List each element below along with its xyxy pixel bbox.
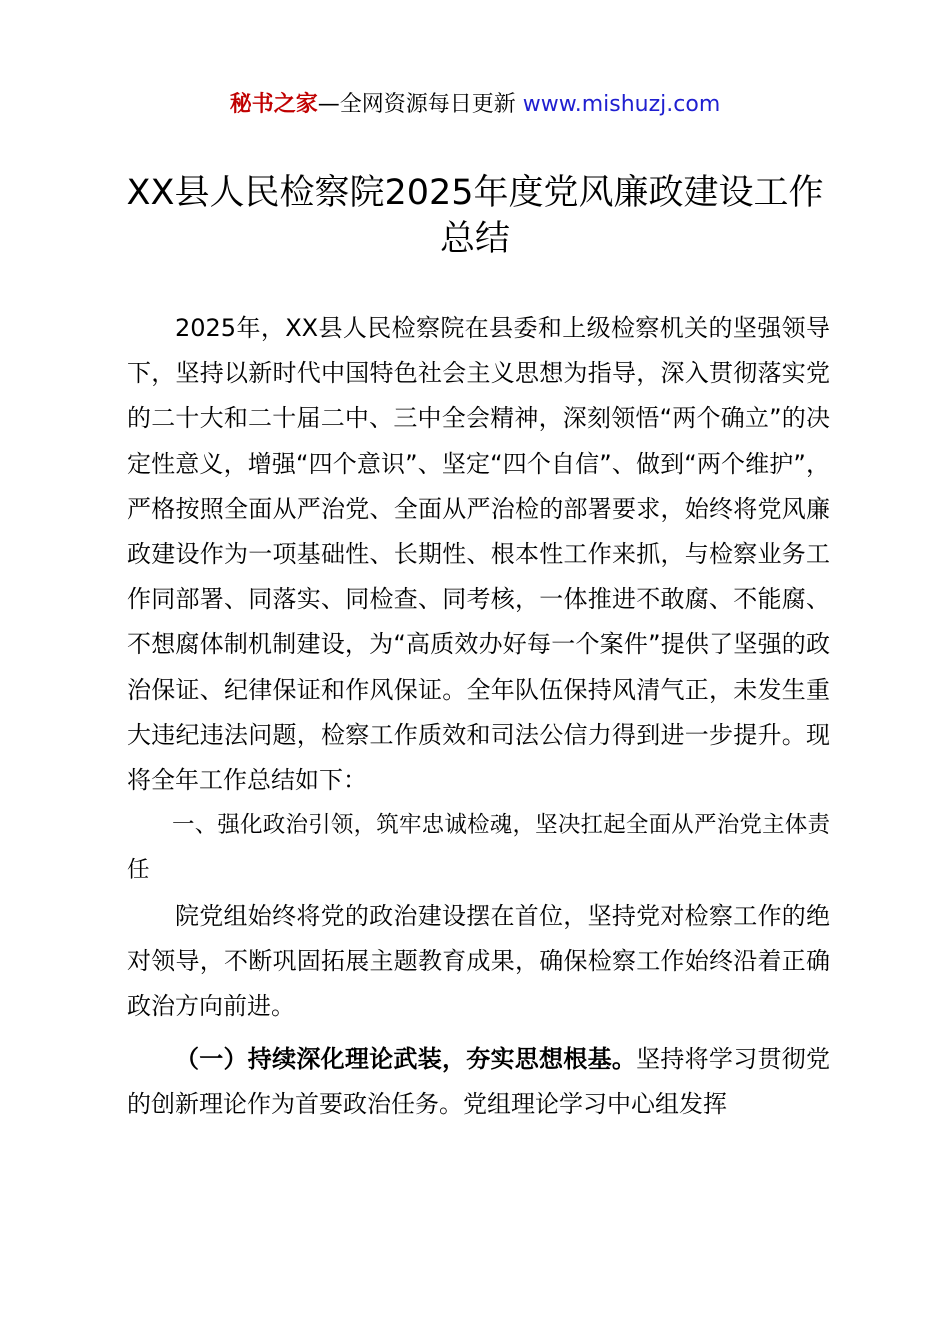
header-slogan: —全网资源每日更新 [317, 92, 523, 117]
intro-paragraph: 2025年，XX县人民检察院在县委和上级检察机关的坚强领导下，坚持以新时代中国特色社会主义思想为指导，深入贯彻落实党的二十大和二十届二中、三中全会精神，深刻领悟“两个确立”的决定性意义，增强“四个意识”、坚定“四个自信”、做到“两个维护”，严格按照全面从严治党、全面从严治检的部署要求，始终将党风廉政建设作为一项基础性、长期性、根本性工作来抓，与检察业务工作同部署、同落实、同检查、同考核，一体推进不敢腐、不能腐、不想腐体制机制建设，为“高质效办好每一个案件”提供了坚强的政治保证、纪律保证和作风保证。全年队伍保持风清气正，未发生重大违纪违法问题，检察工作质效和司法公信力得到进一步提升。现将全年工作总结如下： [127, 314, 830, 795]
section-heading: 一、强化政治引领，筑牢忠诚检魂，坚决扛起全面从严治党主体责任 [127, 812, 830, 884]
section-paragraph: 院党组始终将党的政治建设摆在首位，坚持党对检察工作的绝对领导，不断巩固拓展主题教育成果，确保检察工作始终沿着正确政治方向前进。 [127, 901, 830, 1021]
site-header [0, 88, 950, 122]
subsection-heading: （一）持续深化理论武装，夯实思想根基。 [175, 1045, 637, 1074]
subsection-text: 坚持将学习贯彻党的创新理论作为首要政治任务。党组理论学习中心组发挥 [127, 1045, 831, 1119]
document-body [127, 306, 830, 1128]
brand-name: 秘书之家 [229, 92, 318, 117]
subsection-paragraph [127, 1037, 830, 1127]
document-title: XX县人民检察院2025年度党风廉政建设工作总结 [126, 173, 824, 259]
site-url-link[interactable]: www.mishuzj.com [522, 92, 721, 117]
